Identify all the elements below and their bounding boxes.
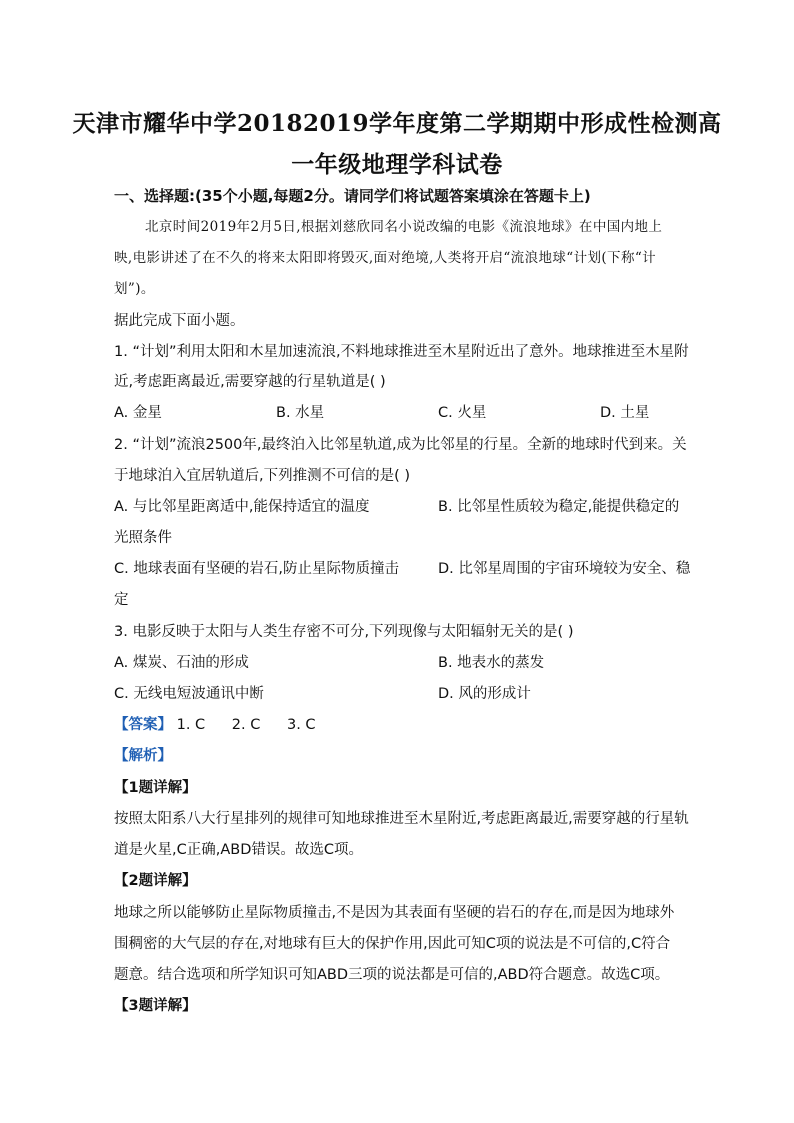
q2-option-b-line-2: 光照条件 [114,530,172,546]
title-line-1: 天津市耀华中学20182019学年度第二学期期中形成性检测高 [72,110,722,137]
answer-3: 3. C [286,717,316,733]
answer-1: 1. C [176,717,206,733]
detail-3-heading: 【3题详解】 [114,998,197,1014]
q2-option-c: C. 地球表面有坚硬的岩石,防止星际物质撞击 [114,561,399,577]
q2-option-a: A. 与比邻星距离适中,能保持适宜的温度 [114,499,370,515]
passage-line-1: 北京时间2019年2月5日,根据刘慈欣同名小说改编的电影《流浪地球》在中国内地上 [145,219,663,235]
q3-option-c: C. 无线电短波通讯中断 [114,686,264,702]
q1-option-a: A. 金星 [114,405,162,421]
answer-label: 【答案】 [114,717,172,733]
q3-stem: 3. 电影反映于太阳与人类生存密不可分,下列现像与太阳辐射无关的是( ) [114,624,574,640]
answer-2: 2. C [231,717,261,733]
detail-2-line-3: 题意。结合选项和所学知识可知ABD三项的说法都是可信的,ABD符合题意。故选C项。 [114,967,670,983]
q1-option-b: B. 水星 [276,405,325,421]
q1-option-c: C. 火星 [438,405,487,421]
q3-option-d: D. 风的形成计 [438,686,531,702]
detail-1-line-1: 按照太阳系八大行星排列的规律可知地球推进至木星附近,考虑距离最近,需要穿越的行星轨 [114,811,689,827]
q2-stem-line-1: 2. “计划”流浪2500年,最终泊入比邻星轨道,成为比邻星的行星。全新的地球时代到来。关 [114,437,687,453]
detail-1-heading: 【1题详解】 [114,780,197,796]
q3-option-a: A. 煤炭、石油的形成 [114,655,249,671]
section-heading: 一、选择题:(35个小题,每题2分。请同学们将试题答案填涂在答题卡上) [114,187,591,205]
q3-option-b: B. 地表水的蒸发 [438,655,545,671]
answer-row [114,715,338,735]
q2-option-d-line-2: 定 [114,592,129,608]
detail-2-line-2: 围稠密的大气层的存在,对地球有巨大的保护作用,因此可知C项的说法是不可信的,C符合 [114,936,671,952]
q2-option-b-line-1: B. 比邻星性质较为稳定,能提供稳定的 [438,499,680,515]
q1-stem-line-2: 近,考虑距离最近,需要穿越的行星轨道是( ) [114,374,386,390]
passage-line-3: 划”)。 [114,281,155,297]
title-line-2: 一年级地理学科试卷 [291,151,503,178]
analysis-label: 【解析】 [114,748,172,764]
instruction: 据此完成下面小题。 [114,313,245,329]
q2-stem-line-2: 于地球泊入宜居轨道后,下列推测不可信的是( ) [114,468,411,484]
detail-2-line-1: 地球之所以能够防止星际物质撞击,不是因为其表面有坚硬的岩石的存在,而是因为地球外 [114,905,675,921]
detail-2-heading: 【2题详解】 [114,873,197,889]
q1-stem-line-1: 1. “计划”利用太阳和木星加速流浪,不料地球推进至木星附近出了意外。地球推进至木星附 [114,344,689,360]
detail-1-line-2: 道是火星,C正确,ABD错误。故选C项。 [114,842,363,858]
passage-line-2: 映,电影讲述了在不久的将来太阳即将毁灭,面对绝境,人类将开启“流浪地球“计划(下称“计 [114,250,657,266]
q1-option-d: D. 土星 [600,405,650,421]
q2-option-d-line-1: D. 比邻星周围的宇宙环境较为安全、稳 [438,561,691,577]
